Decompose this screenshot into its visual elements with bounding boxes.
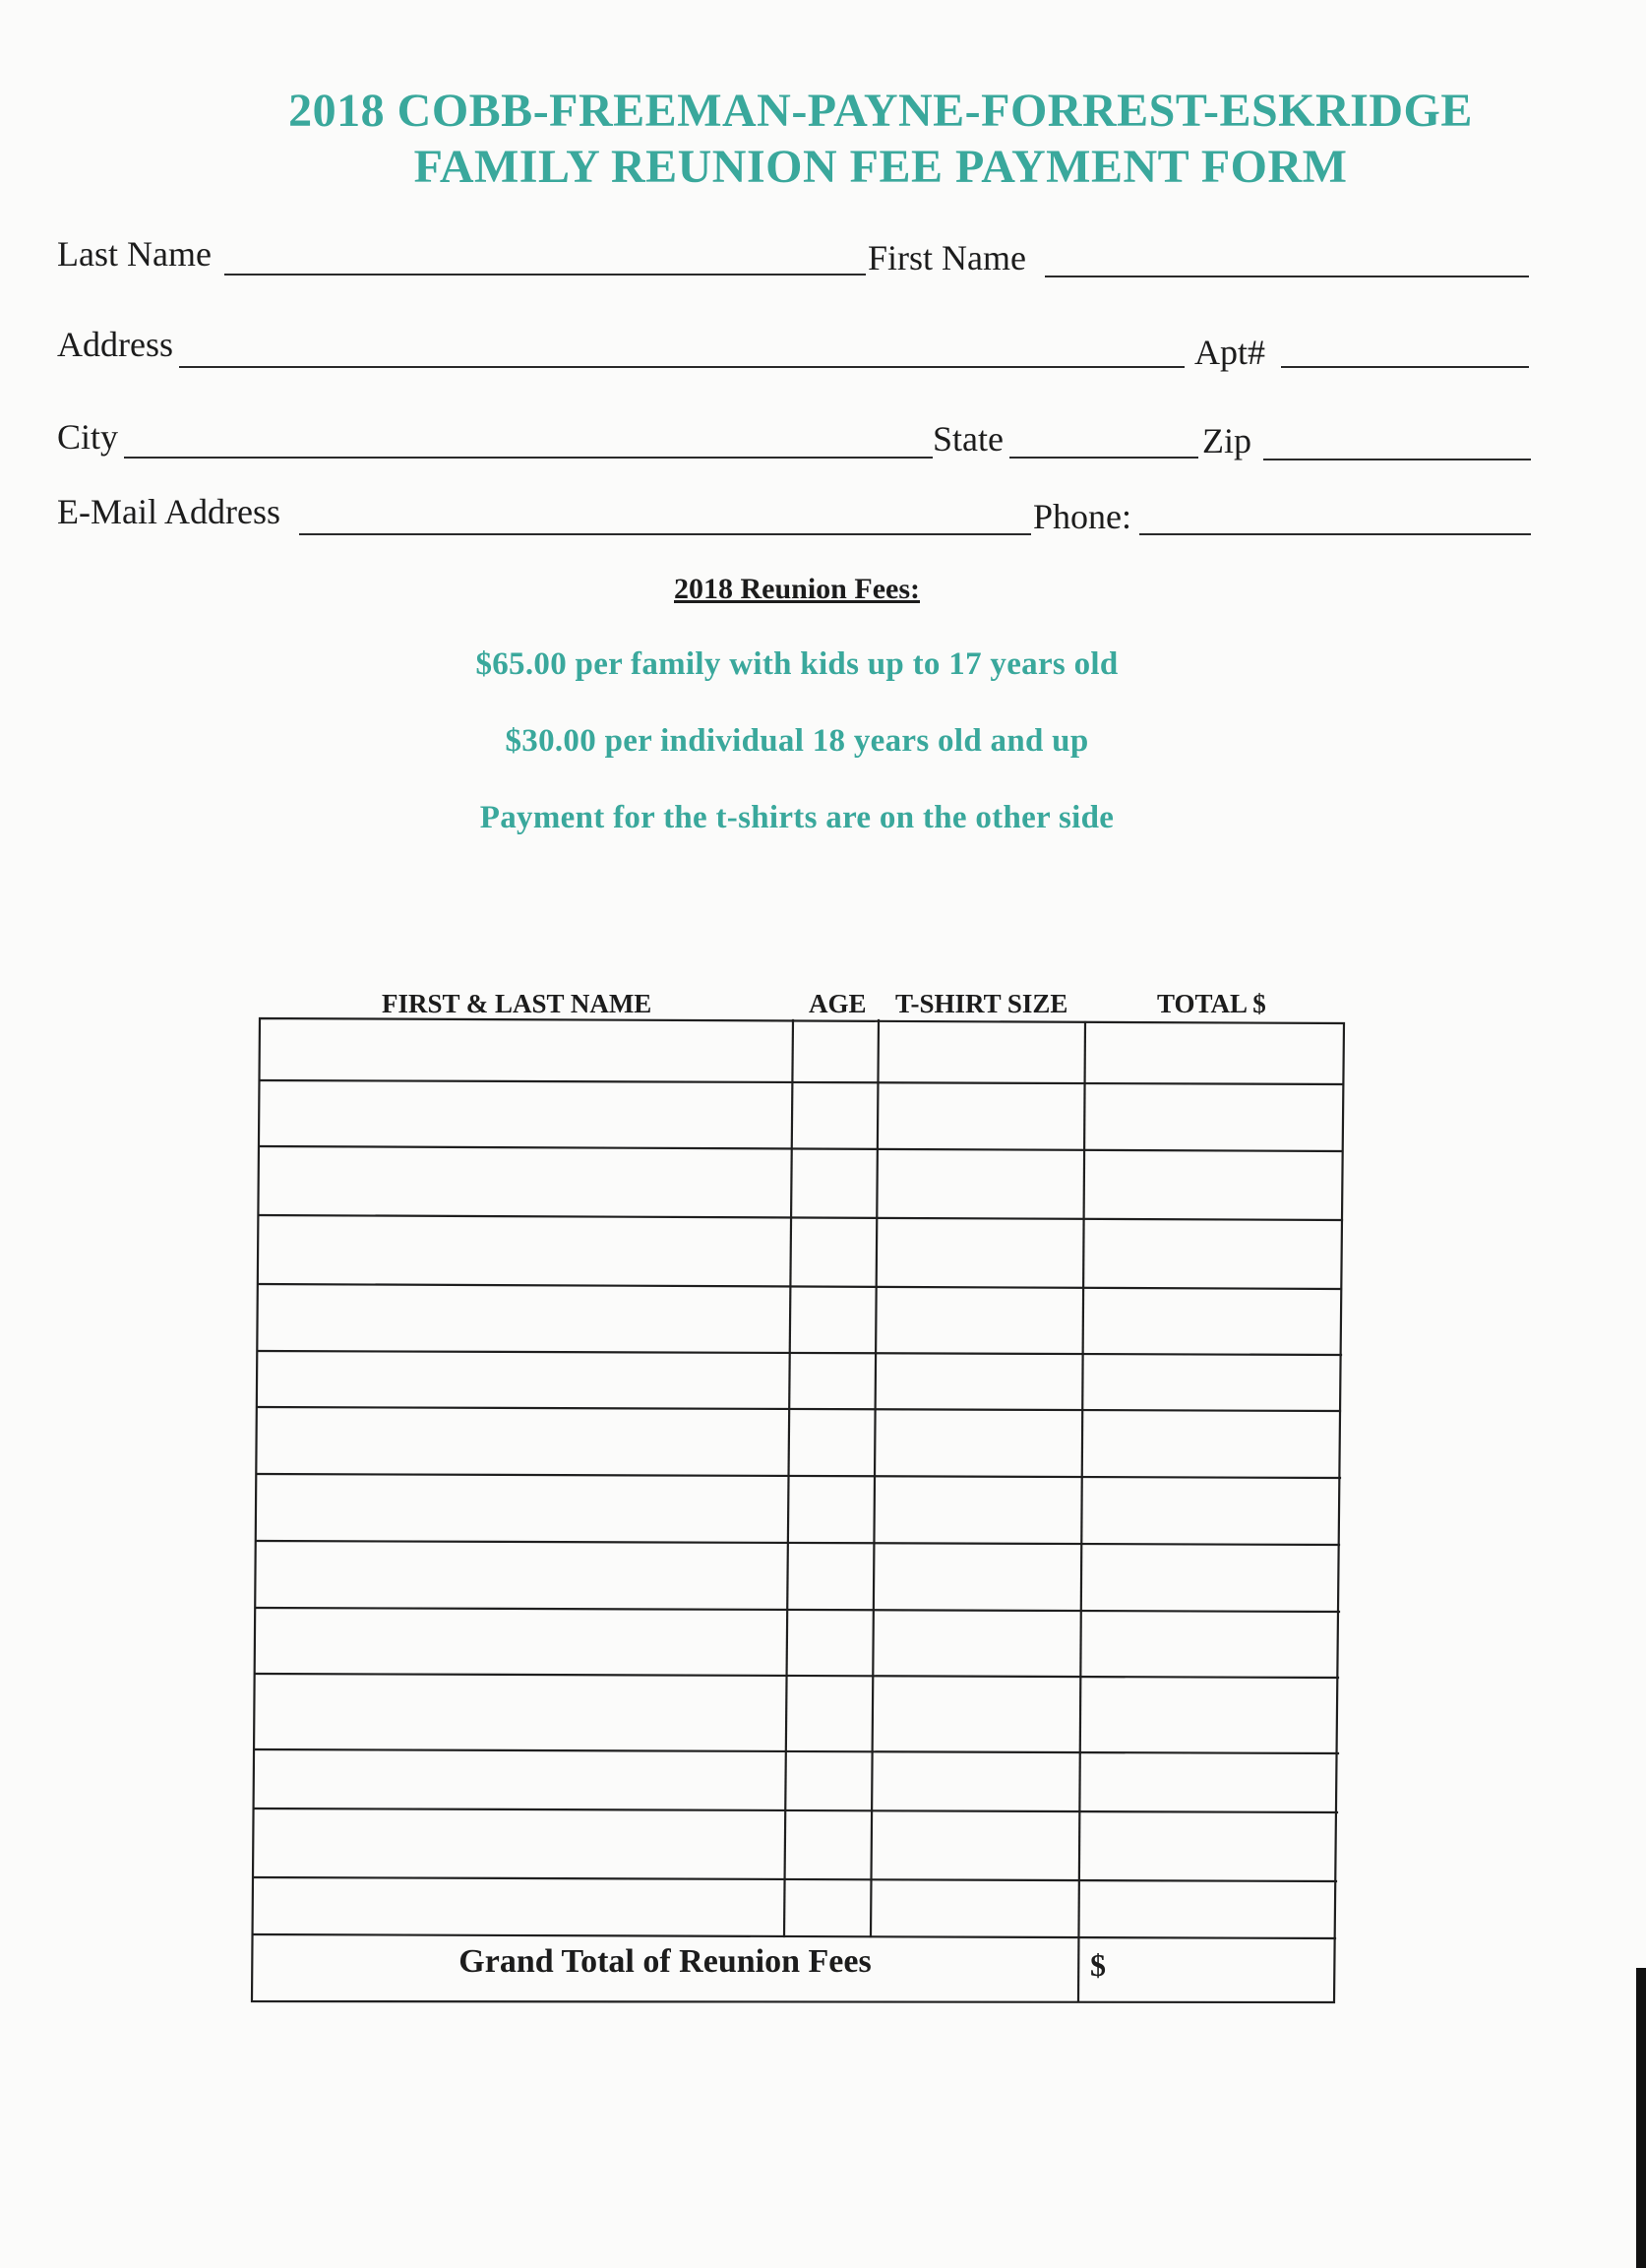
apt-label: Apt#: [1194, 333, 1265, 372]
row-line: [255, 1808, 1337, 1812]
form-title-line-1: 2018 COBB-FREEMAN-PAYNE-FORREST-ESKRIDGE: [288, 85, 1473, 137]
header-tshirt-size: T-SHIRT SIZE: [895, 989, 1068, 1018]
last-name-label: Last Name: [57, 234, 212, 274]
row-line: [260, 1146, 1342, 1151]
row-line: [259, 1284, 1341, 1289]
column-line: [871, 1020, 879, 1936]
header-age: AGE: [809, 989, 867, 1018]
tshirt-note-text: Payment for the t-shirts are on the other side: [479, 800, 1115, 835]
header-name: FIRST & LAST NAME: [382, 989, 652, 1018]
row-line: [257, 1541, 1339, 1545]
city-label: City: [57, 417, 119, 457]
row-line: [253, 1934, 1335, 1938]
individual-fee-text: $30.00 per individual 18 years old and up: [505, 723, 1089, 759]
header-total: TOTAL $: [1157, 989, 1266, 1018]
row-line: [258, 1407, 1340, 1411]
column-line: [784, 1020, 793, 1936]
state-label: State: [933, 419, 1004, 459]
first-name-label: First Name: [868, 238, 1026, 277]
row-line: [258, 1474, 1340, 1478]
form-title-line-2: FAMILY REUNION FEE PAYMENT FORM: [413, 141, 1348, 193]
phone-label: Phone:: [1033, 497, 1132, 536]
address-label: Address: [57, 325, 173, 364]
row-line: [256, 1674, 1338, 1678]
grand-total-label: Grand Total of Reunion Fees: [458, 1943, 872, 1980]
zip-label: Zip: [1202, 421, 1251, 460]
row-line: [259, 1215, 1342, 1220]
email-label: E-Mail Address: [57, 492, 280, 531]
row-line: [256, 1749, 1338, 1753]
reunion-fees-heading: 2018 Reunion Fees:: [674, 573, 920, 605]
table-border: [252, 1018, 1344, 2002]
grand-total-currency: $: [1090, 1947, 1106, 1983]
scan-edge: [1636, 1968, 1646, 2268]
row-line: [255, 1877, 1336, 1881]
row-line: [260, 1080, 1343, 1084]
family-fee-text: $65.00 per family with kids up to 17 years old: [475, 646, 1119, 682]
row-line: [257, 1608, 1339, 1612]
column-line: [1078, 1022, 1085, 2001]
row-line: [258, 1351, 1341, 1355]
